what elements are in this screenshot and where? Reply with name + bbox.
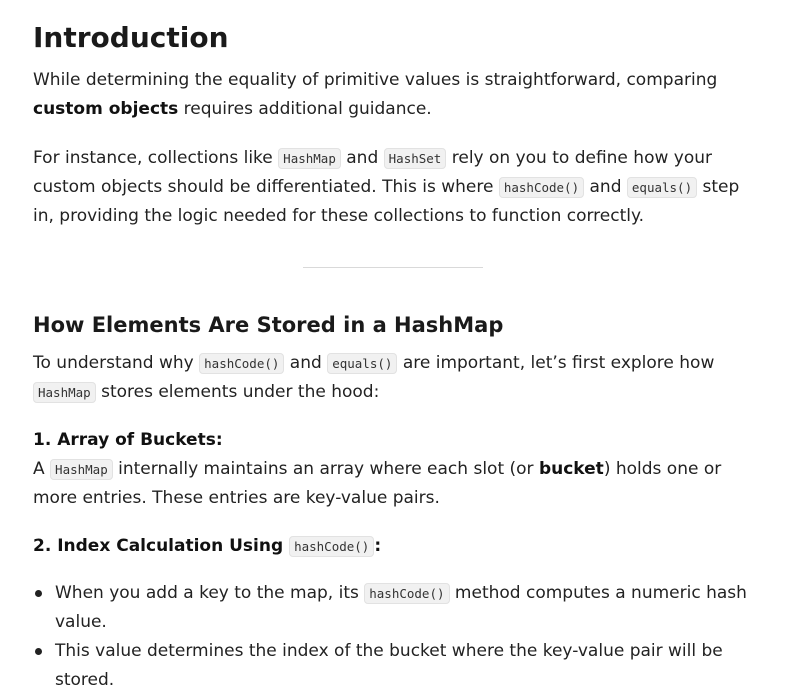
step-2-title-end: : — [374, 536, 382, 556]
step-1-paragraph — [33, 426, 753, 513]
text: For instance, collections like — [33, 148, 279, 168]
list-item — [33, 637, 753, 695]
text: When you add a key to the map, its — [55, 583, 365, 603]
text: are important, let’s first explore how — [397, 353, 715, 373]
bold-text: bucket — [538, 459, 604, 479]
text: To understand why — [33, 353, 200, 373]
text: This value determines the index of the bucket where the key-value pair will be stored. — [55, 641, 723, 690]
step-2-title: 2. Index Calculation Using — [33, 536, 290, 556]
inline-code-hashmap: HashMap — [50, 459, 113, 480]
storage-intro-paragraph — [33, 349, 753, 407]
text: and — [284, 353, 328, 373]
text: and — [584, 177, 627, 197]
step-2-paragraph — [33, 532, 753, 561]
text: step in, providing the logic needed for these collections to function correctly. — [33, 177, 740, 226]
inline-code-hashcode: hashCode() — [364, 583, 449, 604]
text: requires additional guidance. — [178, 99, 432, 119]
inline-code-equals: equals() — [627, 177, 697, 198]
inline-code-hashcode: hashCode() — [499, 177, 584, 198]
intro-paragraph-2 — [33, 144, 753, 231]
text: stores elements under the hood: — [95, 382, 380, 402]
text: internally maintains an array where each slot (or — [112, 459, 539, 479]
inline-code-hashcode: hashCode() — [289, 536, 374, 557]
inline-code-hashmap: HashMap — [278, 148, 341, 169]
text: A — [33, 459, 51, 479]
inline-code-hashcode: hashCode() — [199, 353, 284, 374]
bullet-icon — [35, 590, 42, 597]
text: rely on you to define how your custom objects should be differentiated. This is where — [33, 148, 713, 197]
text: ) holds one or more entries. These entries are key-value pairs. — [33, 459, 722, 508]
section-divider — [303, 267, 483, 268]
bullet-list — [33, 579, 753, 695]
step-1-title: 1. Array of Buckets: — [33, 430, 223, 450]
section-heading-introduction: Introduction — [33, 21, 229, 54]
inline-code-hashmap: HashMap — [33, 382, 96, 403]
text: and — [340, 148, 384, 168]
intro-paragraph-1 — [33, 66, 753, 124]
inline-code-hashset: HashSet — [384, 148, 447, 169]
bullet-icon — [35, 648, 42, 655]
inline-code-equals: equals() — [327, 353, 397, 374]
text: method computes a numeric hash value. — [55, 583, 747, 632]
list-item — [33, 579, 753, 637]
text: While determining the equality of primitive values is straightforward, comparing — [33, 70, 718, 90]
bold-text: custom objects — [33, 99, 179, 119]
section-heading-hashmap-storage: How Elements Are Stored in a HashMap — [33, 313, 504, 337]
